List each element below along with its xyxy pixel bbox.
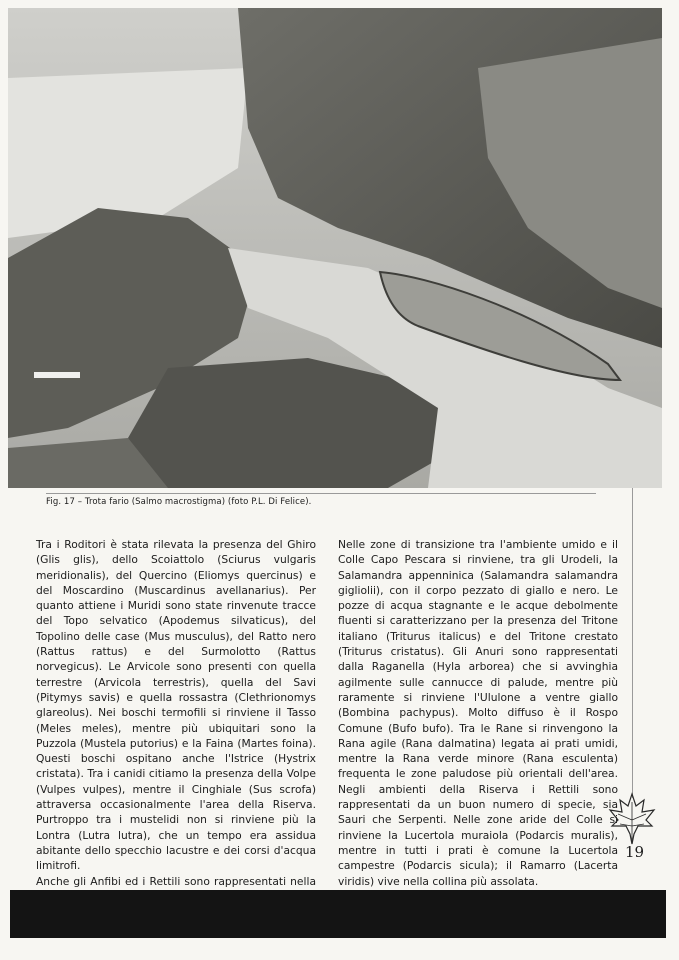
caption-rule bbox=[46, 493, 596, 494]
figure-caption: Fig. 17 – Trota fario (Salmo macrostigma) (foto P.L. Di Felice). bbox=[46, 497, 312, 507]
margin-rule bbox=[632, 488, 633, 798]
paragraph-amphibians-intro: Anche gli Anfibi ed i Rettili sono rappresentati nella bbox=[36, 874, 316, 888]
page-number: 19 bbox=[625, 843, 645, 861]
article-left-column bbox=[36, 537, 316, 904]
trout-photo bbox=[8, 8, 662, 488]
paragraph-amphibians-reptiles: Nelle zone di transizione tra l'ambiente umido e il Colle Capo Pescara si rinviene, tra gli Urodeli, la Salamandra appenninica (Salamandra salamandra gigliolii), con il corpo pezzato di giallo e nero. Le pozze di acqua stagnante e le acque debolmente fluenti si caratterizzano per la presenza del Tritone italiano (Triturus italicus) e del Tritone crestato (Triturus cristatus). Gli Anuri sono rappresentati dalla Raganella (Hyla arborea) che si avvinghia agilmente sulle cannucce di palude, mentre più raramente si rinviene l'Ululone a ventre giallo (Bombina pachypus). Molto diffuso è il Rospo Comune (Bufo bufo). Tra le Rane si rinvengono la Rana agile (Rana dalmatina) legata ai prati umidi, mentre la Rana verde minore (Rana esculenta) frequenta le zone paludose più orientali dell'area. Negli ambienti della Riserva i Rettili sono rappresentati da un buon numero di specie, sia Sauri che Serpenti. Nelle zone aride del Colle si rinviene la Lucertola muraiola (Podarcis muralis), mentre in tutti i prati è comune la Lucertola campestre (Podarcis sicula); il Ramarro (Lacerta viridis) vive nella collina più assolata. bbox=[338, 538, 618, 888]
footer-band bbox=[10, 890, 666, 938]
paragraph-mammals: Tra i Roditori è stata rilevata la presenza del Ghiro (Glis glis), dello Scoiattolo (Sciurus vulgaris meridionalis), del Quercino (Eliomys quercinus) e del Moscardino (Muscardinus avellanarius). Per quanto attiene i Muridi sono state rinvenute tracce del Topo selvatico (Apodemus silvaticus), del Topolino delle case (Mus musculus), del Ratto nero (Rattus rattus) e del Surmolotto (Rattus norvegicus). Le Arvicole sono presenti con quella terrestre (Arvicola terrestris), quella del Savi (Pitymys savis) e quella rossastra (Clethrionomys glareolus). Nei boschi termofili si rinviene il Tasso (Meles meles), mentre più ubiquitari sono la Puzzola (Mustela putorius) e la Faina (Martes foina). Questi boschi ospitano anche l'Istrice (Hystrix cristata). Tra i canidi citiamo la presenza della Volpe (Vulpes vulpes), mentre il Cinghiale (Sus scrofa) attraversa occasionalmente l'area della Riserva. Purtroppo tra i mustelidi non si rinviene più la Lontra (Lutra lutra), che un tempo era assidua abitante dello specchio lacustre e dei corsi d'acqua limitrofi. bbox=[36, 538, 316, 873]
article-right-column bbox=[338, 537, 618, 889]
maple-leaf-icon bbox=[606, 790, 658, 846]
